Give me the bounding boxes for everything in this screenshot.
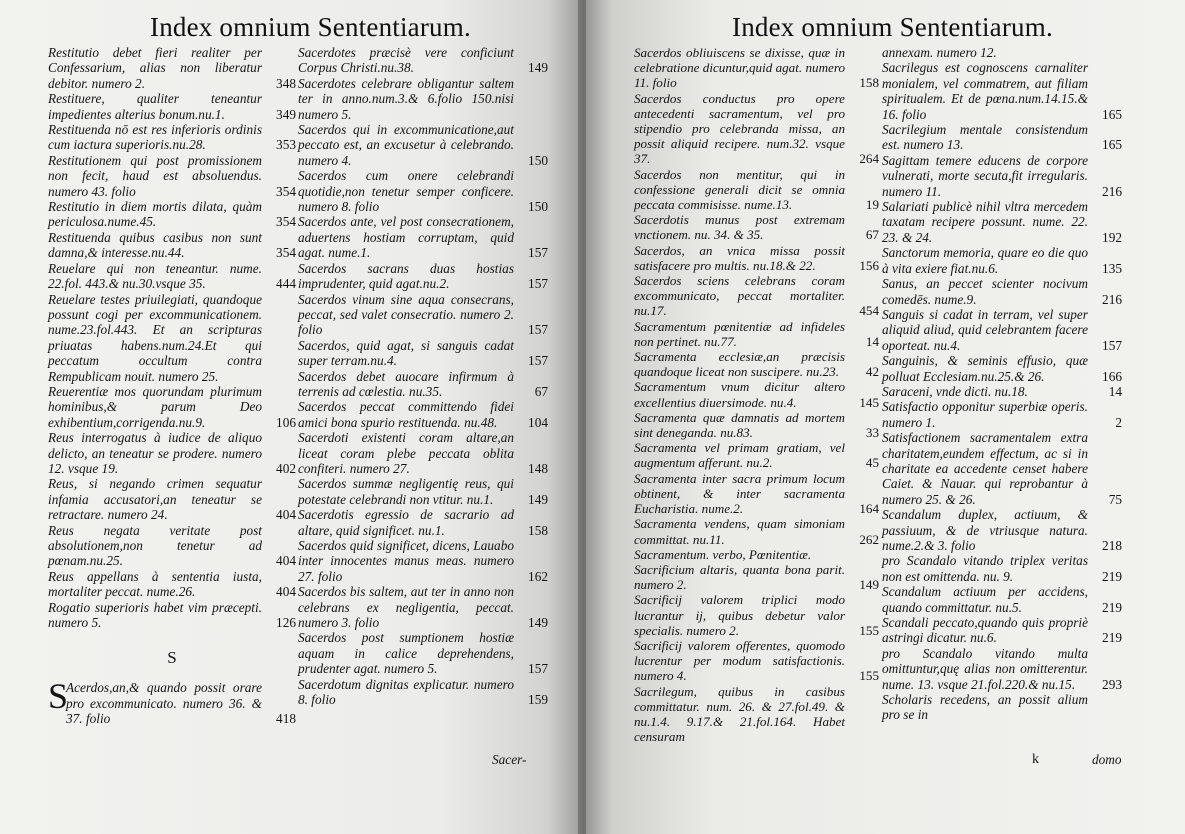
page-number: 106 <box>276 414 296 430</box>
entry-text: Sacramentum vnum dicitur altero excellentius diuersimode. nu.4. <box>634 379 845 410</box>
entry-text: Sacrificium altaris, quanta bona parit. numero 2. <box>634 561 845 593</box>
page-number: 149 <box>528 491 548 507</box>
index-entry <box>48 91 296 122</box>
page-number: 404 <box>276 553 296 569</box>
entry-text: Sacerdos, quid agat, si sanguis cadat super terram.nu.4. <box>298 337 514 369</box>
page-number: 192 <box>1102 229 1122 245</box>
page-number: 216 <box>1102 291 1122 307</box>
entry-text: Satisfactio opponitur superbiæ operis. numero 1. <box>882 399 1088 430</box>
index-entry <box>48 261 296 292</box>
entry-text: Sanguis si cadat in terram, vel super aliquid aliud, quid celebrantem facere oporteat. nu.4. <box>882 306 1088 353</box>
index-entry <box>634 167 879 213</box>
index-entry <box>882 307 1122 353</box>
page-number: 404 <box>276 584 296 600</box>
page-number: 219 <box>1102 599 1122 615</box>
entry-text: pro Scandalo vitando multa omittuntur,quę alias non omitterentur. nume. 13. vsque 21.fol.220.& nu.15. <box>882 645 1088 692</box>
page-number: 216 <box>1102 183 1122 199</box>
page-number: 155 <box>859 668 879 684</box>
entry-text: Sacerdos conductus pro opere antecedenti sacramentum, vel pro stipendio pro celebranda missa, an possit aliquid recipere. num.32. vsque 37. <box>634 90 845 167</box>
entry-text: Sacramenta quæ damnatis ad mortem sint deneganda. nu.83. <box>634 409 845 441</box>
dropcap: S <box>48 676 69 717</box>
index-entry <box>882 60 1122 122</box>
left-column-1 <box>48 45 296 727</box>
index-entry <box>634 516 879 546</box>
entry-text: Sacerdos post sumptionem hostiæ aquam in calice deprehendens, prudenter agat. numero 5. <box>298 630 514 677</box>
entry-text: Reuerentiæ mos quorundam plurimum hominibus,& parum Deo exhibentium,corrigenda.nu.9. <box>48 383 262 430</box>
page-number: 150 <box>528 152 548 168</box>
page-number: 165 <box>1102 106 1122 122</box>
index-entry <box>298 338 548 369</box>
entry-text: Sacramenta vendens, quam simoniam committat. nu.11. <box>634 516 845 547</box>
entry-text: Sacrificij valorem offerentes, quomodo lucrentur per modum satisfactionis. numero 4. <box>634 637 845 684</box>
entry-text: Sacerdos vinum sine aqua consecrans, peccat, sed valet consecratio. numero 2. folio <box>298 291 514 338</box>
index-entry <box>298 399 548 430</box>
entry-text: Reuelare testes priuilegiati, quandoque possunt cogi per excommunicationem. nume.23.fol.443. Et an scripturas priuatas habens.num.24.Et qui peccatum occultum contra Rempublicam nouit. numero 25. <box>48 291 262 384</box>
page-number: 42 <box>865 364 879 380</box>
entry-text: Reus, si negando crimen sequatur infamia accusatori,an teneatur se retractare. numero 24. <box>48 476 262 523</box>
page-number: 145 <box>859 394 879 410</box>
index-entry <box>48 569 296 600</box>
entry-text: pro Scandalo vitando triplex veritas non est omittenda. nu. 9. <box>882 553 1088 584</box>
index-entry <box>48 199 296 230</box>
page-number: 262 <box>859 531 879 547</box>
index-entry <box>48 45 296 91</box>
page-number: 126 <box>276 615 296 631</box>
right-page <box>582 0 1185 834</box>
entry-text: Sacerdotes celebrare obligantur saltem ter in anno.num.3.& 6.folio 150.nisi numero 5. <box>298 75 514 122</box>
entry-text: Sagittam temere educens de corpore vulnerati, morte secuta,fit irregularis. numero 11. <box>882 152 1088 199</box>
index-entry <box>298 538 548 584</box>
page-number: 157 <box>528 353 548 369</box>
catchword: domo <box>1092 752 1122 767</box>
page-number: 354 <box>276 214 296 230</box>
entry-text: Sacrilegium mentale consistendum est. numero 13. <box>882 122 1088 153</box>
entry-text: Sacerdos non mentitur, qui in confessione generali dicit se omnia peccata commisisse. nume.13. <box>634 166 845 213</box>
index-entry <box>298 507 548 538</box>
page-number: 19 <box>865 197 879 213</box>
right-column-1 <box>634 45 879 744</box>
index-entry <box>48 292 296 384</box>
page-number: 157 <box>528 322 548 338</box>
index-entry <box>634 212 879 242</box>
page-number: 150 <box>528 199 548 215</box>
page-number: 14 <box>865 333 879 349</box>
entry-text: Sacramentum pœnitentiæ ad infideles non pertinet. nu.77. <box>634 318 845 349</box>
index-entry <box>634 243 879 273</box>
page-number: 165 <box>1102 137 1122 153</box>
entry-text: Sacerdotes præcisè vere conficiunt Corpus Christi.nu.38. <box>298 45 514 76</box>
page-number: 402 <box>276 460 296 476</box>
index-entry <box>298 369 548 400</box>
page-number: 149 <box>528 615 548 631</box>
entry-text: Reus interrogatus à iudice de aliquo delicto, an teneatur se prodere. numero 12. vsque 19. <box>48 430 262 476</box>
index-entry <box>298 214 548 260</box>
page-number: 162 <box>528 568 548 584</box>
entry-text: Sacerdos debet auocare infirmum à terrenis ad cœlestia. nu.35. <box>298 368 514 399</box>
entry-text: Sanus, an peccet scienter nocivum comedēs. nume.9. <box>882 276 1088 307</box>
index-entry <box>634 91 879 167</box>
page-title: Index omnium Sententiarum. <box>732 12 1053 42</box>
index-entry <box>298 630 548 676</box>
entry-text: Salariati publicè nihil vltra mercedem taxatam recipere possunt. nume. 22. 23. & 24. <box>882 199 1088 245</box>
page-number: 454 <box>859 303 879 319</box>
page-number: 219 <box>1102 568 1122 584</box>
index-entry <box>882 646 1122 692</box>
page-number: 166 <box>1102 368 1122 384</box>
index-entry <box>298 261 548 292</box>
index-entry <box>298 430 548 476</box>
index-entry <box>634 319 879 349</box>
entry-text: Sacramenta ecclesiæ,an præcisis quandoque liceat non suscipere. nu.23. <box>634 349 845 380</box>
index-entry <box>48 122 296 153</box>
index-entry <box>634 592 879 638</box>
index-entry <box>298 476 548 507</box>
left-column-2 <box>298 45 548 707</box>
index-entry <box>882 507 1122 553</box>
entry-text: Restituenda nō est res inferioris ordinis cum iactura superioris.nu.28. <box>48 122 262 153</box>
index-entry <box>48 600 296 631</box>
page-number: 157 <box>528 245 548 261</box>
index-entry <box>882 615 1122 646</box>
index-entry <box>882 353 1122 384</box>
index-entry <box>882 245 1122 276</box>
page-number: 149 <box>859 577 879 593</box>
index-entry <box>298 168 548 214</box>
entry-text: Sacerdotum dignitas explicatur. numero 8. folio <box>298 676 514 708</box>
index-entry <box>634 349 879 379</box>
entry-text: Sanguinis, & seminis effusio, quæ polluat Ecclesiam.nu.25.& 26. <box>882 353 1088 384</box>
page-number: 218 <box>1102 538 1122 553</box>
entry-text: Satisfactionem sacramentalem extra charitatem,eundem effectum, ac si in charitate ea accedente censet habere Caiet. & Nauar. qui reprobantur à numero 25. & 26. <box>882 430 1088 507</box>
index-entry <box>298 677 548 708</box>
page-number: 444 <box>276 276 296 292</box>
page-number: 148 <box>528 460 548 476</box>
page-number: 67 <box>865 227 879 243</box>
entry-text: Saraceni, vnde dicti. nu.18. <box>882 383 1028 399</box>
entry-text: Sacerdos, an vnica missa possit satisfacere pro multis. nu.18.& 22. <box>634 242 845 273</box>
entry-text: Scandalum actiuum per accidens, quando committatur. nu.5. <box>882 584 1088 615</box>
index-entry <box>882 692 1122 723</box>
index-entry <box>882 45 1122 60</box>
index-entry <box>48 384 296 430</box>
index-entry <box>634 562 879 592</box>
index-entry <box>298 45 548 76</box>
index-entry <box>48 523 296 569</box>
index-entry <box>634 684 879 745</box>
entry-text: Acerdos,an,& quando possit orare pro excommunicato. numero 36. & 37. folio <box>66 680 262 727</box>
page-number: 158 <box>859 75 879 91</box>
entry-text: Sacerdos bis saltem, aut ter in anno non celebrans ex negligentia, peccat. numero 3. folio <box>298 584 514 631</box>
index-entry <box>298 76 548 122</box>
entry-text: Sacramentum. verbo, Pœnitentiæ. <box>634 546 812 562</box>
entry-text: annexam. numero 12. <box>882 45 997 60</box>
entry-text: Sacerdos summæ negligentię reus, qui potestate celebrandi non vtitur. nu.1. <box>298 476 514 507</box>
page-number: 293 <box>1102 676 1122 692</box>
index-entry <box>48 430 296 476</box>
index-entry <box>634 638 879 684</box>
page-number: 135 <box>1102 260 1122 276</box>
index-entry <box>634 45 879 91</box>
entry-text: Restitutionem qui post promissionem non fecit, haud est absoluendus. numero 43. folio <box>48 152 262 199</box>
page-number: 158 <box>528 522 548 538</box>
page-number: 45 <box>865 455 879 471</box>
page-number: 155 <box>859 622 879 638</box>
page-number: 157 <box>528 276 548 292</box>
entry-text: Sacramenta inter sacra primum locum obtinent, & inter sacramenta Eucharistia. nume.2. <box>634 470 845 517</box>
index-entry <box>634 410 879 440</box>
page-number: 353 <box>276 137 296 153</box>
entry-text: Reus appellans à sententia iusta, mortaliter peccat. nume.26. <box>48 568 262 600</box>
signature-mark: k <box>1032 752 1039 767</box>
page-number: 418 <box>276 711 296 727</box>
index-entry <box>48 230 296 261</box>
index-entry <box>634 273 879 319</box>
page-number: 67 <box>534 383 548 399</box>
index-entry <box>882 384 1122 399</box>
page-number: 75 <box>1108 491 1122 507</box>
page-number: 354 <box>276 183 296 199</box>
page-number: 156 <box>859 257 879 273</box>
entry-text: Restitutio debet fieri realiter per Confessarium, alias non liberatur debitor. numero 2. <box>48 45 262 91</box>
page-number: 157 <box>1102 337 1122 353</box>
entry-text: Sacerdos ante, vel post consecrationem, aduertens hostiam corruptam, quid agat. nume.1. <box>298 214 514 261</box>
page-number: 2 <box>1115 414 1122 430</box>
entry-text: Scholaris recedens, an possit alium pro se in <box>882 692 1088 723</box>
catchword: Sacer- <box>492 752 527 767</box>
page-number: 354 <box>276 245 296 261</box>
entry-text: Restitutio in diem mortis dilata, quàm periculosa.nume.45. <box>48 199 262 230</box>
index-entry <box>48 153 296 199</box>
entry-text: Rogatio superioris habet vim præcepti. numero 5. <box>48 599 262 631</box>
entry-text: Sacrilegus est cognoscens carnaliter monialem, vel commatrem, aut filiam spiritualem. Et de pœna.num.14.15.& 16. folio <box>882 60 1088 122</box>
entry-text: Scandali peccato,quando quis propriè astringi dicatur. nu.6. <box>882 615 1088 646</box>
page-number: 14 <box>1108 383 1122 399</box>
entry-text: Reuelare qui non teneantur. nume. 22.fol. 443.& nu.30.vsque 35. <box>48 260 262 292</box>
page-number: 264 <box>859 151 879 167</box>
entry-text: Reus negata veritate post absolutionem,non tenetur ad pœnam.nu.25. <box>48 522 262 569</box>
entry-text: Sacerdos obliuiscens se dixisse, quæ in celebratione dicuntur,quid agat. numero 11. folio <box>634 45 845 91</box>
page-number: 104 <box>528 414 548 430</box>
page-number: 404 <box>276 507 296 523</box>
entry-text: Sacerdos cum onere celebrandi quotidie,non tenetur semper conficere. numero 8. folio <box>298 168 514 215</box>
entry-text: Sacerdotis egressio de sacrario ad altare, quid significet. nu.1. <box>298 507 514 538</box>
index-entry <box>882 122 1122 153</box>
entry-text: Restituere, qualiter teneantur impedientes alterius bonum.nu.1. <box>48 91 262 122</box>
entry-text: Sacerdotis munus post extremam vnctionem. nu. 34. & 35. <box>634 212 845 243</box>
index-entry <box>882 399 1122 430</box>
index-entry <box>634 471 879 517</box>
index-entry <box>882 584 1122 615</box>
index-entry <box>634 440 879 470</box>
entry-text: Sacramenta vel primam gratiam, vel augmentum afferunt. nu.2. <box>634 440 845 471</box>
page-number: 149 <box>528 60 548 76</box>
entry-text: Scandalum duplex, actiuum, & passiuum, & de vtriusque natura. nume.2.& 3. folio <box>882 507 1088 553</box>
entry-text: Sanctorum memoria, quare eo die quo à vita exiere fiat.nu.6. <box>882 245 1088 276</box>
entry-text: Sacrificij valorem triplici modo lucrantur ij, quibus debetur valor specialis. numero 2. <box>634 592 845 638</box>
index-entry <box>882 430 1122 507</box>
index-entry <box>48 676 296 727</box>
page-number: 157 <box>528 661 548 677</box>
index-entry <box>634 547 879 562</box>
gutter <box>578 0 586 834</box>
page-number: 348 <box>276 75 296 91</box>
page-number: 33 <box>865 425 879 441</box>
section-letter: S <box>167 648 177 668</box>
entry-text: Sacrilegum, quibus in casibus committatur. num. 26. & 27.fol.49. & nu.1.4. 9.17.& 21.fol.164. Habet censuram <box>634 683 845 745</box>
entry-text: Sacerdoti existenti coram altare,an liceat coram plebe peccata oblita confiteri. numero 27. <box>298 430 514 476</box>
entry-text: Sacerdos quid significet, dicens, Lauabo inter innocentes manus meas. numero 27. folio <box>298 538 514 584</box>
page-number: 349 <box>276 106 296 122</box>
entry-text: Sacerdos sacrans duas hostias imprudenter, quid agat.nu.2. <box>298 260 514 292</box>
index-entry <box>882 276 1122 307</box>
entry-text: Sacerdos qui in excommunicatione,aut peccato est, an excusetur à celebrando. numero 4. <box>298 122 514 168</box>
index-entry <box>634 379 879 409</box>
index-entry <box>298 584 548 630</box>
index-entry <box>882 153 1122 199</box>
page-number: 159 <box>528 692 548 708</box>
right-column-2 <box>882 45 1122 723</box>
index-entry <box>48 476 296 522</box>
entry-text: Sacerdos sciens celebrans coram excommunicato, peccat mortaliter. nu.17. <box>634 273 845 319</box>
index-entry <box>882 553 1122 584</box>
entry-text: Restituenda quibus casibus non sunt damna,& interesse.nu.44. <box>48 229 262 261</box>
entry-text: Sacerdos peccat committendo fidei amici bona spurio restituenda. nu.48. <box>298 399 514 430</box>
index-entry <box>882 199 1122 245</box>
left-page <box>0 0 582 834</box>
index-entry <box>298 122 548 168</box>
page-title: Index omnium Sententiarum. <box>150 12 471 42</box>
page-number: 164 <box>859 501 879 517</box>
index-entry <box>298 292 548 338</box>
page-number: 219 <box>1102 630 1122 646</box>
